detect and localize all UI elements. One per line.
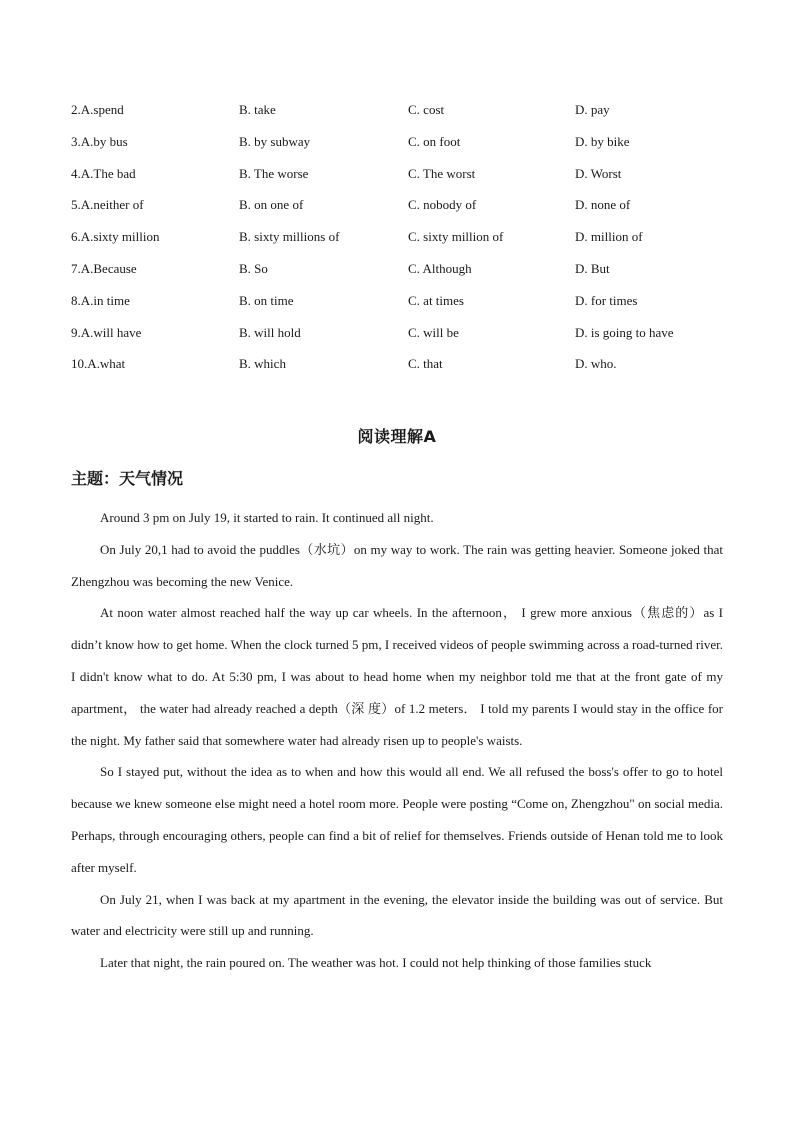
option-a: 4.A.The bad [71,165,136,181]
option-a: 5.A.neither of [71,197,144,213]
option-d: D. million of [575,229,643,245]
option-b: B. on time [239,292,294,308]
option-b: B. So [239,260,268,276]
paragraph: At noon water almost reached half the way up car wheels. In the afternoon， I grew more anxious（焦虑的）as I didn’t know how to get home. When the clock turned 5 pm, I received videos of people swimming across a road-turned river. I didn't know what to do. At 5:30 pm, I was about to head home when my neighbor told me that at the front gate of my apartment， the water had already reached a depth（深 度）of 1.2 meters． I told my parents I would stay in the office for the night. My father said that somewhere water had already risen up to people's waists. [71,605,723,748]
option-b: B. The worse [239,165,309,181]
option-row [71,133,731,165]
option-d: D. is going to have [575,324,674,340]
answer-options [71,101,731,387]
option-row [71,292,731,324]
option-d: D. none of [575,197,631,213]
option-c: C. sixty million of [408,229,504,245]
option-c: C. on foot [408,133,461,149]
option-d: D. by bike [575,133,630,149]
option-a: 9.A.will have [71,324,142,340]
option-row [71,355,731,387]
option-a: 8.A.in time [71,292,130,308]
option-d: D. who. [575,356,617,372]
option-b: B. which [239,356,286,372]
reading-passage [71,502,723,979]
option-row [71,101,731,133]
option-c: C. The worst [408,165,476,181]
option-b: B. on one of [239,197,304,213]
topic-heading: 主题：天气情况 [71,469,184,488]
option-d: D. pay [575,102,610,117]
option-a: 2.A.spend [71,102,124,117]
paragraph: Later that night, the rain poured on. The weather was hot. I could not help thinking of those families stuck [100,955,652,971]
option-row [71,324,731,356]
option-b: B. by subway [239,133,311,149]
option-c: C. at times [408,292,464,308]
option-c: C. nobody of [408,197,477,213]
option-row [71,165,731,197]
paragraph: On July 20,1 had to avoid the puddles（水坑）on my way to work. The rain was getting heavier. Someone joked that Zhengzhou was becoming the new Venice. [71,541,723,589]
option-row [71,196,731,228]
paragraph: So I stayed put, without the idea as to when and how this would all end. We all refused the boss's offer to go to hotel because we knew someone else might need a hotel room more. People were posting “Come on, Zhengzhou" on social media. Perhaps, through encouraging others, people can find a bit of relief for themselves. Friends outside of Henan told me to look after myself. [71,764,723,875]
option-c: C. will be [408,324,459,340]
option-d: D. Worst [575,165,622,181]
option-d: D. for times [575,292,638,308]
paragraph: On July 21, when I was back at my apartment in the evening, the elevator inside the building was out of service. But water and electricity were still up and running. [71,891,723,939]
option-a: 7.A.Because [71,260,137,276]
paragraph: Around 3 pm on July 19, it started to rain. It continued all night. [100,510,434,525]
section-title: 阅读理解A [357,427,437,446]
option-b: B. take [239,102,276,117]
option-c: C. that [408,356,443,372]
option-a: 3.A.by bus [71,133,128,149]
option-c: C. cost [408,102,445,117]
option-a: 10.A.what [71,356,126,372]
option-row [71,228,731,260]
option-b: B. will hold [239,324,301,340]
option-b: B. sixty millions of [239,229,340,245]
option-row [71,260,731,292]
option-c: C. Although [408,260,472,276]
option-d: D. But [575,260,610,276]
option-a: 6.A.sixty million [71,229,160,245]
